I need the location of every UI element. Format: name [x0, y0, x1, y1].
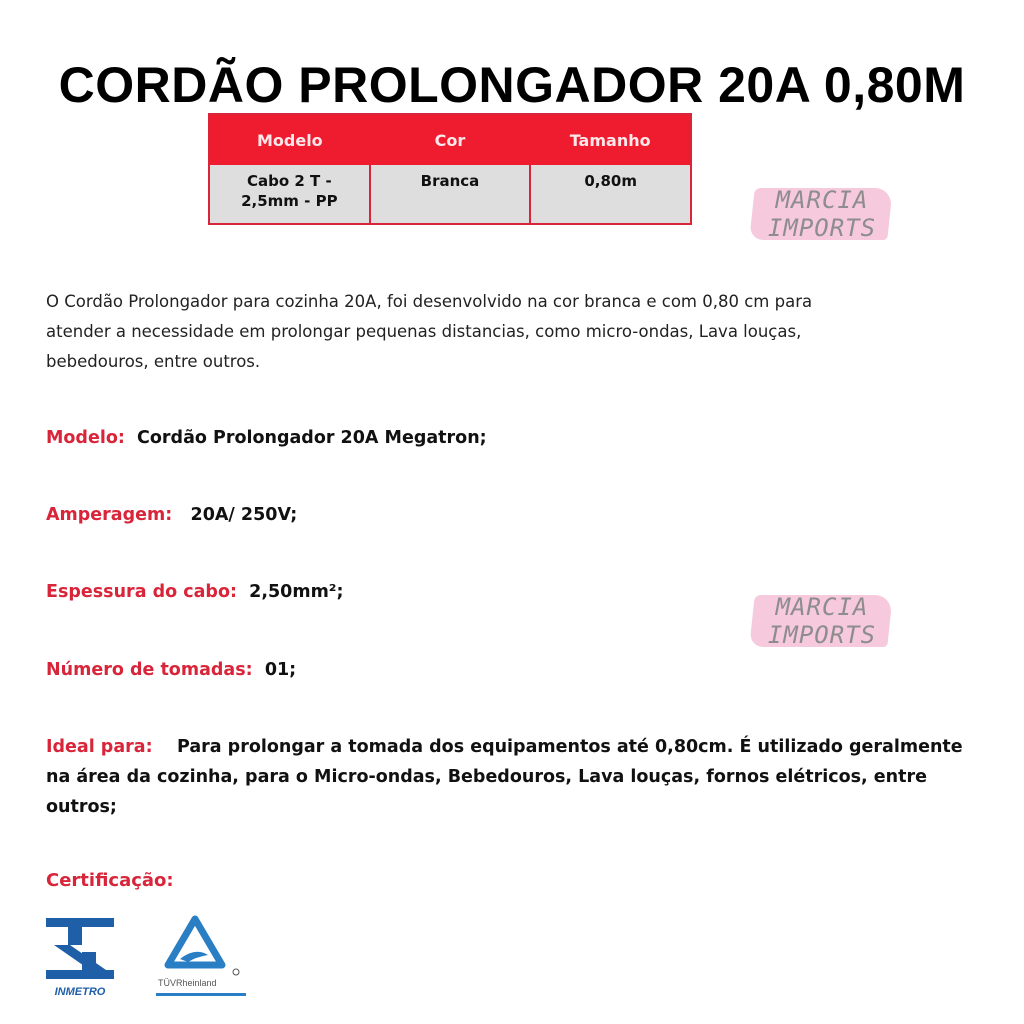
watermark-line: MARCIA [775, 593, 869, 621]
spec-label: Amperagem: [46, 505, 173, 525]
column-header-tamanho: Tamanho [530, 114, 691, 165]
intro-paragraph: O Cordão Prolongador para cozinha 20A, foi desenvolvido na cor branca e com 0,80 cm para atender a necessidade em prolongar pequenas distancias, como micro-ondas, Lava louças, bebedouros, entre outros. [46, 292, 813, 371]
table-header-row [209, 114, 691, 165]
tuv-logo-text: TÜVRheinland [158, 978, 217, 988]
watermark-line: MARCIA [775, 186, 869, 214]
spec-ideal-para [46, 732, 986, 822]
spec-label: Número de tomadas: [46, 660, 253, 680]
watermark-line: IMPORTS [767, 214, 877, 242]
certification-label: Certificação: [46, 870, 174, 891]
watermark-marcia-imports [752, 184, 892, 246]
spec-value: 2,50mm²; [249, 582, 344, 602]
column-header-cor: Cor [370, 114, 531, 165]
cell-tamanho: 0,80m [530, 165, 691, 224]
spec-value: 20A/ 250V; [190, 505, 298, 525]
spec-amperagem [46, 500, 986, 530]
column-header-modelo: Modelo [209, 114, 370, 165]
spec-numero-tomadas [46, 655, 986, 685]
inmetro-logo-text: INMETRO [54, 986, 106, 998]
inmetro-logo-icon [46, 918, 116, 1000]
spec-value: Para prolongar a tomada dos equipamentos até 0,80cm. É utilizado geralmente na área da cozinha, para o Micro-ondas, Bebedouros, Lava louças, fornos elétricos, entre outros; [46, 737, 963, 817]
watermark-line: IMPORTS [767, 621, 877, 649]
spec-label: Espessura do cabo: [46, 582, 237, 602]
cell-modelo: Cabo 2 T - 2,5mm - PP [209, 165, 370, 224]
page-title: CORDÃO PROLONGADOR 20A 0,80M [58, 56, 966, 113]
table-row [209, 165, 691, 224]
spec-value: Cordão Prolongador 20A Megatron; [137, 428, 487, 448]
spec-modelo [46, 423, 986, 453]
spec-table [208, 113, 692, 225]
spec-label: Ideal para: [46, 737, 153, 757]
watermark-marcia-imports [752, 591, 892, 653]
spec-label: Modelo: [46, 428, 125, 448]
spec-value: 01; [264, 660, 297, 680]
tuv-logo-icon [150, 915, 250, 1005]
cell-cor: Branca [370, 165, 531, 224]
